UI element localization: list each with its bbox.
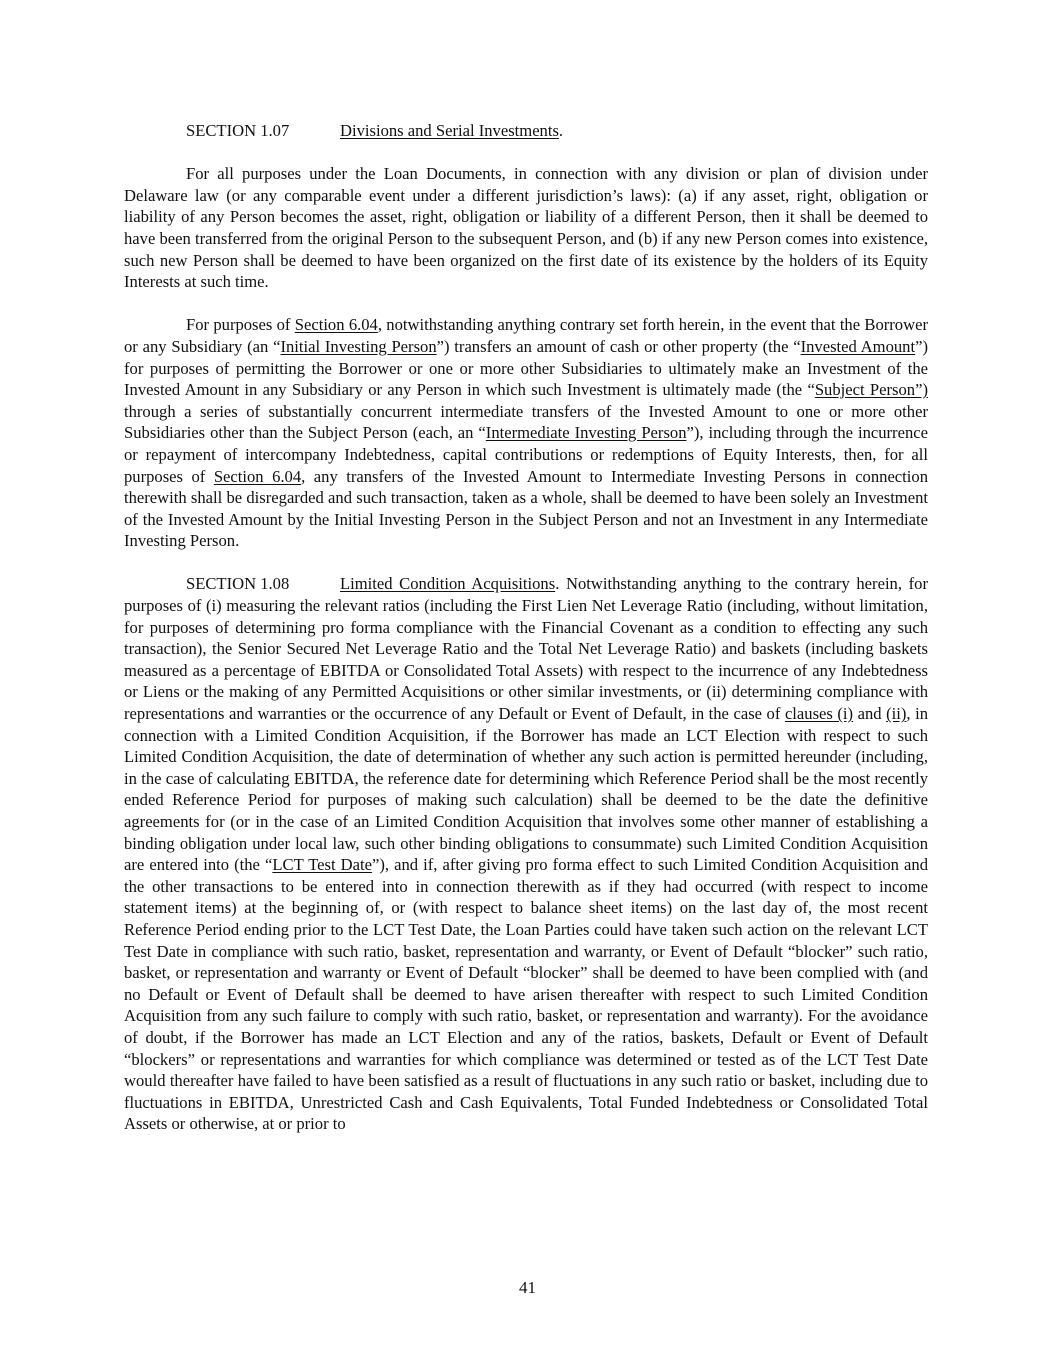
defined-term: Initial Investing Person: [280, 336, 437, 356]
page-number: 41: [519, 1278, 536, 1297]
clause-reference: (ii): [886, 704, 907, 724]
text-run: . Notwithstanding anything to the contrary herein, for purposes of (i) measuring the relevant ratios (including the First Lien Net Leverage Ratio (including, without limitation, for purposes of determining pro forma compliance with the Financial Covenant as a condition to effecting any such transaction), the Senior Secured Net Leverage Ratio and the Total Net Leverage Ratio) and baskets (including baskets measured as a percentage of EBITDA or Consolidated Total Assets) with respect to the incurrence of any Indebtedness or Liens or the making of any Permitted Acquisitions or other similar investments, or (ii) determining compliance with representations and warranties or the occurrence of any Default or Event of Default, in the case of: [124, 574, 928, 724]
text-run: through a series of substantially concurrent intermediate transfers of the Invested Amount to one or more other Subsidiaries other than the Subject Person (each, an “: [124, 401, 928, 443]
text-run: and: [853, 704, 887, 724]
section-reference: Section 6.04: [294, 315, 378, 335]
paragraph-serial-investments: [124, 314, 928, 552]
defined-term: LCT Test Date: [272, 855, 373, 875]
section-reference: Section 6.04: [213, 466, 302, 486]
text-run: , any transfers of the Invested Amount to Intermediate Investing Persons in connection therewith shall be disregarded and such transaction, taken as a whole, shall be deemed to have been solely an Investment of the Invested Amount by the Initial Investing Person in the Subject Person and not an Investment in any Intermediate Investing Person.: [124, 466, 928, 551]
defined-term: Invested Amount: [800, 336, 916, 356]
section-title-period: .: [558, 121, 564, 140]
section-number: SECTION 1.08: [186, 574, 290, 594]
section-title: Limited Condition Acquisitions: [340, 574, 556, 594]
text-run: For purposes of: [186, 315, 295, 335]
paragraph-divisions: [124, 163, 928, 293]
section-1-08-paragraph: [124, 573, 928, 1134]
text-run: , notwithstanding anything contrary set forth herein, in the event that the Borrower or any Subsidiary (an “: [124, 315, 928, 356]
paragraph-text: For all purposes under the Loan Documents, in connection with any division or plan of division under Delaware law (or any comparable event under a different jurisdiction’s laws): (a) if any asset, right, obligation or liability of any Person becomes the asset, right, obligation or liability of a different Person, then it shall be deemed to have been transferred from the original Person to the subsequent Person, and (b) if any new Person comes into existence, such new Person shall be deemed to have been organized on the first date of its existence by the holders of its Equity Interests at such time.: [124, 164, 928, 292]
section-number: SECTION 1.07: [186, 121, 290, 140]
section-title: Divisions and Serial Investments: [340, 121, 559, 140]
defined-term: Intermediate Investing Person: [485, 423, 687, 443]
clause-reference: clauses (i): [784, 704, 854, 724]
section-1-07-heading: [124, 120, 928, 142]
text-run: ”), including through the incurrence or repayment of intercompany Indebtedness, capital contributions or redemptions of Equity Interests, then, for all purposes of: [124, 423, 928, 486]
text-run: ”) for purposes of permitting the Borrower or one or more other Subsidiaries to ultimately make an Investment of the Invested Amount in any Subsidiary or any Person in which such Investment is ultimately made (the “: [124, 336, 928, 400]
document-page: [124, 120, 928, 1157]
text-run: ”) transfers an amount of cash or other property (the “: [436, 336, 801, 356]
text-run: ”), and if, after giving pro forma effect to such Limited Condition Acquisition and the other transactions to be entered into in connection therewith as if they had occurred (with respect to income statement items) at the beginning of, or (with respect to balance sheet items) on the last day of, the most recent Reference Period ending prior to the LCT Test Date, the Loan Parties could have taken such action on the relevant LCT Test Date in compliance with such ratio, basket, representation and warranty, or Event of Default “blocker” such ratio, basket, or representation and warranty or Event of Default “blocker” shall be deemed to have been complied with (and no Default or Event of Default shall be deemed to have arisen thereafter with respect to such Limited Condition Acquisition from any such failure to comply with such ratio, basket, or representation and warranty). For the avoidance of doubt, if the Borrower has made an LCT Election and any of the ratios, baskets, Default or Event of Default “blockers” or representations and warranties for which compliance was determined or tested as of the LCT Test Date would thereafter have failed to have been satisfied as a result of fluctuations in any such ratio or basket, including due to fluctuations in EBITDA, Unrestricted Cash and Cash Equivalents, Total Funded Indebtedness or Consolidated Total Assets or otherwise, at or prior to: [124, 855, 929, 1134]
text-run: , in connection with a Limited Condition Acquisition, if the Borrower has made an LCT Election with respect to such Limited Condition Acquisition, the date of determination of whether any such action is permitted hereunder (including, in the case of calculating EBITDA, the reference date for determining which Reference Period shall be the most recently ended Reference Period for purposes of making such calculation) shall be deemed to be the date the definitive agreements for (or in the case of an Limited Condition Acquisition that involves some other manner of establishing a binding obligation under local law, such other binding obligations to consummate) such Limited Condition Acquisition are entered into (the “: [124, 704, 928, 875]
defined-term: Subject Person”): [814, 380, 928, 400]
